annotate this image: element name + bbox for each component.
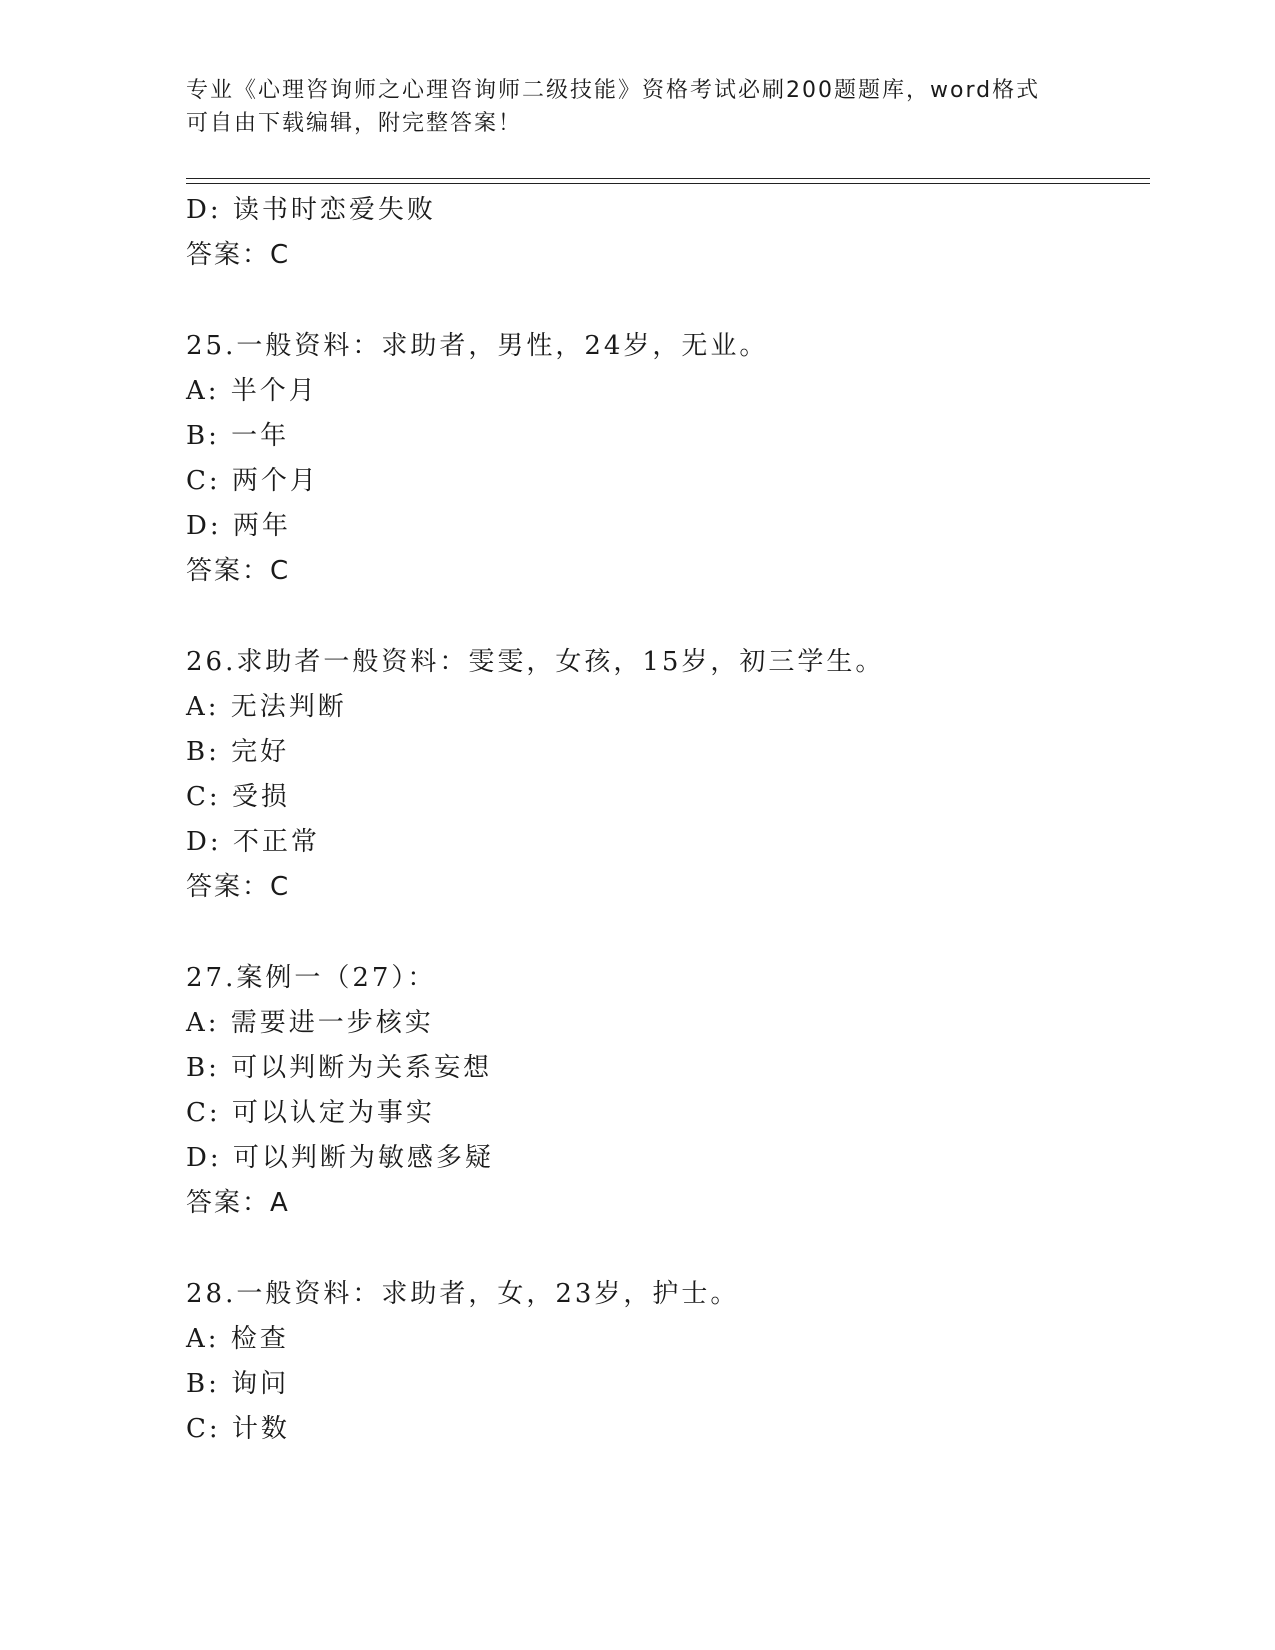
q26-stem: 26.求助者一般资料：雯雯，女孩，15岁，初三学生。 (186, 647, 885, 677)
q25-stem: 25.一般资料：求助者，男性，24岁，无业。 (186, 331, 769, 361)
q27-answer: 答案：A (186, 1188, 290, 1218)
page-header (186, 74, 1086, 140)
q26-option-a: A: 无法判断 (186, 692, 347, 722)
header-line-2: 可自由下载编辑，附完整答案！ (186, 111, 523, 136)
q27-option-a: A: 需要进一步核实 (186, 1008, 434, 1038)
q24-answer: 答案：C (186, 240, 291, 270)
q26-answer: 答案：C (186, 872, 291, 902)
q25-option-b: B: 一年 (186, 421, 290, 451)
header-divider-bottom (186, 183, 1150, 184)
q28-stem: 28.一般资料：求助者，女，23岁，护士。 (186, 1279, 740, 1309)
q26-option-d: D: 不正常 (186, 827, 320, 857)
header-divider-top (186, 178, 1150, 179)
q26-option-b: B: 完好 (186, 737, 290, 767)
q27-option-d: D: 可以判断为敏感多疑 (186, 1143, 494, 1173)
q27-option-c: C: 可以认定为事实 (186, 1098, 435, 1128)
q25-option-d: D: 两年 (186, 511, 291, 541)
q28-option-a: A: 检查 (186, 1324, 289, 1354)
q25-answer: 答案：C (186, 556, 291, 586)
q27-option-b: B: 可以判断为关系妄想 (186, 1053, 493, 1083)
q28-option-b: B: 询问 (186, 1369, 290, 1399)
q28-option-c: C: 计数 (186, 1414, 290, 1444)
q25-option-c: C: 两个月 (186, 466, 319, 496)
q27-stem: 27.案例一（27）： (186, 963, 437, 993)
q24-option-d: D: 读书时恋爱失败 (186, 195, 436, 225)
header-line-1: 专业《心理咨询师之心理咨询师二级技能》资格考试必刷200题题库，word格式 (186, 78, 1041, 103)
q26-option-c: C: 受损 (186, 782, 290, 812)
q25-option-a: A: 半个月 (186, 376, 318, 406)
